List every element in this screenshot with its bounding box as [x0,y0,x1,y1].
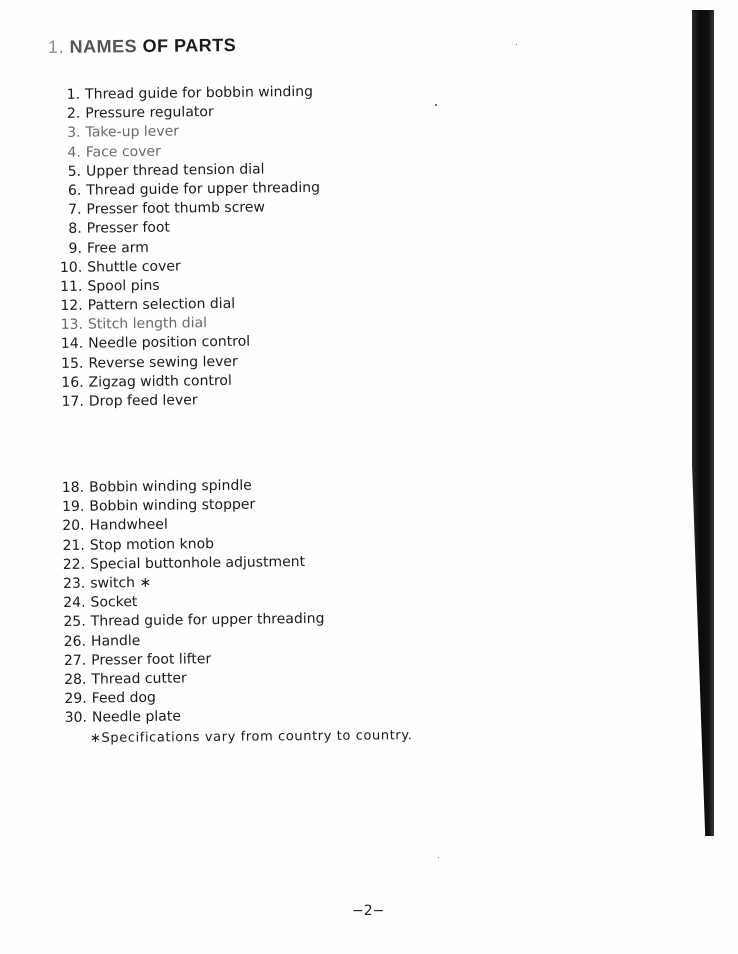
part-name: Special buttonhole adjustment [89,553,306,573]
part-name: Thread guide for bobbin winding [85,83,314,103]
part-number: 6. [67,182,82,199]
part-name: Thread guide for upper threading [86,179,321,199]
part-number: 4. [67,144,81,161]
part-number: 13. [60,316,84,334]
part-name: Feed dog [91,689,156,707]
part-name: Handwheel [89,517,168,534]
part-list-item [55,179,320,201]
part-name: Zigzag width control [88,372,232,391]
part-name: Reverse sewing lever [88,353,238,372]
part-number: 11. [60,278,83,295]
section-heading-rest: OF PARTS [142,35,237,57]
part-number: 22. [62,556,86,573]
part-number: 15. [61,355,84,372]
part-number: 3. [67,125,81,142]
part-number: 28. [64,671,87,688]
part-name: Upper thread tension dial [85,161,265,180]
section-heading [48,35,236,58]
part-name: Presser foot [86,219,171,237]
part-name: Pattern selection dial [87,295,236,314]
part-number: 14. [60,336,84,353]
part-list-item [60,610,325,632]
part-number: 8. [68,220,82,238]
specification-footnote: ∗Specifications vary from country to country. [89,728,413,746]
part-number: 27. [63,652,87,669]
part-name: Stop motion knob [89,535,215,554]
part-number: 19. [61,498,85,516]
part-number: 18. [61,479,85,496]
part-name: Bobbin winding stopper [89,496,256,515]
part-name: Shuttle cover [87,258,181,276]
part-number: 12. [60,297,83,314]
part-list-item [61,706,326,728]
part-name: Free arm [86,239,149,257]
part-list-item [58,390,323,412]
parts-list-second [58,476,326,729]
scan-speck [438,857,439,858]
part-number: 21. [62,537,85,554]
part-name: Presser foot lifter [91,650,212,669]
part-name: Pressure regulator [85,104,214,122]
part-name: Presser foot thumb screw [86,199,265,218]
part-name: Socket [90,594,138,611]
page-number: −2− [352,903,385,919]
part-list-item [59,553,324,575]
scan-edge-shadow [692,10,714,836]
scan-speck [435,104,437,106]
part-name: Stitch length dial [87,315,208,333]
part-list-item [54,83,319,105]
parts-list-first [54,83,323,412]
section-heading-word-names: NAMES [69,36,138,57]
part-name: Needle position control [88,334,251,353]
part-number: 7. [68,201,82,218]
part-number: 17. [61,393,84,410]
part-number: 29. [64,690,87,707]
part-number: 1. [66,86,81,103]
part-name: Handle [90,632,141,650]
part-name: Thread cutter [91,670,187,688]
part-name: Spool pins [87,277,160,295]
part-number: 25. [63,613,86,631]
part-number: 9. [68,240,83,257]
part-number: 24. [63,594,86,612]
section-number: 1. [47,36,65,57]
part-number: 20. [62,518,85,535]
part-name: Thread guide for upper threading [90,611,325,630]
part-name: Drop feed lever [88,392,198,410]
part-name: Take-up lever [85,123,180,141]
part-number: 16. [61,374,84,391]
part-name: switch ∗ [90,574,152,592]
part-number: 2. [66,105,81,123]
part-number: 30. [64,709,88,727]
scan-speck [516,44,517,45]
part-number: 26. [63,633,87,650]
part-name: Bobbin winding spindle [89,477,252,496]
part-name: Face cover [85,143,161,161]
part-number: 23. [62,575,86,592]
part-number: 5. [67,163,82,180]
part-name: Needle plate [91,708,182,726]
part-number: 10. [59,259,83,276]
